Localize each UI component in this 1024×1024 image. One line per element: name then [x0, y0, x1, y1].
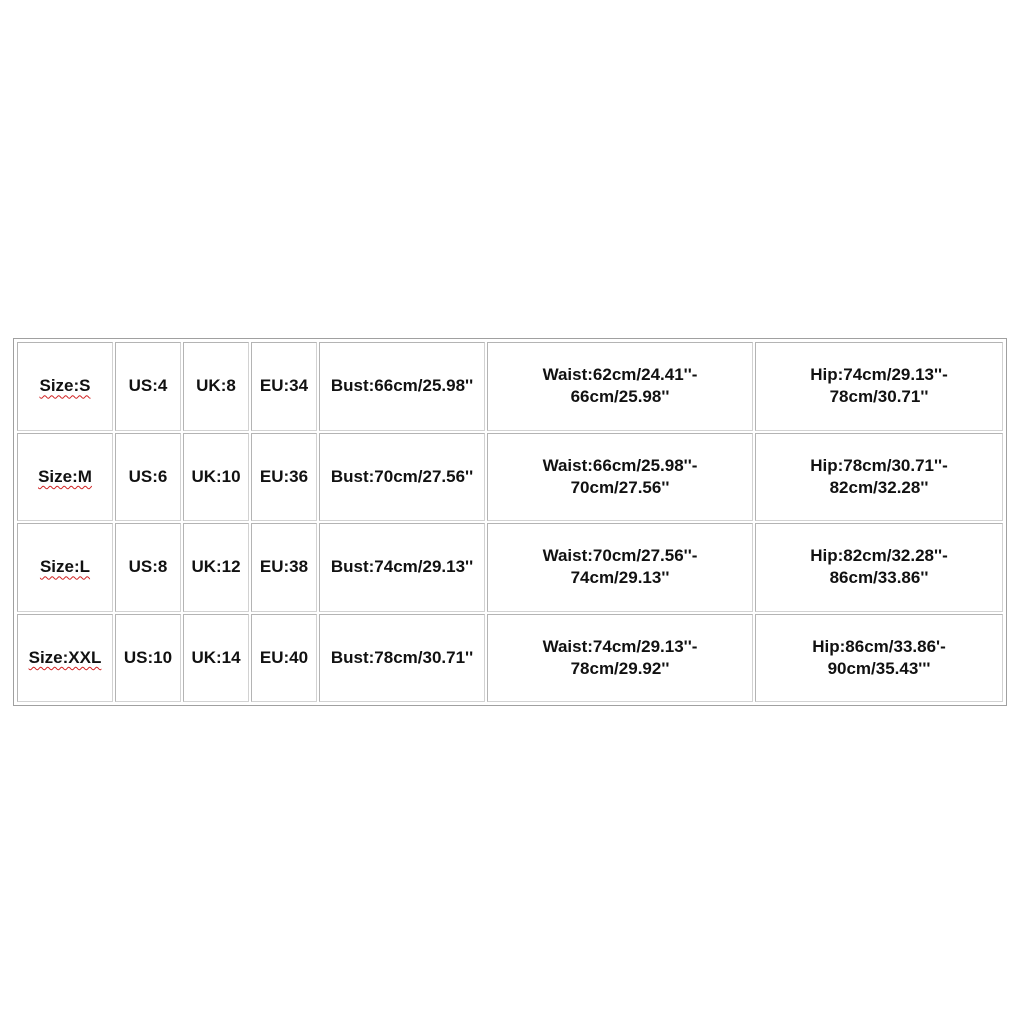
hip-range-start: Hip:78cm/30.71''-: [810, 455, 948, 475]
waist-range-start: Waist:62cm/24.41''-: [542, 365, 698, 385]
hip-range-end: 86cm/33.86'': [829, 568, 929, 588]
hip-cell: [755, 523, 1003, 612]
uk-size-cell: UK:8: [183, 342, 249, 431]
bust-cell: Bust:66cm/25.98'': [319, 342, 485, 431]
waist-cell: [487, 342, 753, 431]
bust-cell: Bust:74cm/29.13'': [319, 523, 485, 612]
bust-cell: Bust:70cm/27.56'': [319, 433, 485, 522]
eu-size-cell: EU:36: [251, 433, 317, 522]
size-cell: [17, 523, 113, 612]
size-chart-table: [15, 340, 1005, 704]
hip-range-end: 90cm/35.43''': [827, 658, 931, 678]
hip-cell: [755, 614, 1003, 703]
waist-range-end: 74cm/29.13'': [570, 568, 670, 588]
size-cell: [17, 342, 113, 431]
eu-size-cell: EU:40: [251, 614, 317, 703]
size-cell: [17, 614, 113, 703]
size-label: Size:XXL: [28, 647, 102, 667]
bust-cell: Bust:78cm/30.71'': [319, 614, 485, 703]
size-row-l: [17, 523, 1003, 612]
us-size-cell: US:10: [115, 614, 181, 703]
size-row-xxl: [17, 614, 1003, 703]
size-label: Size:M: [38, 466, 92, 486]
uk-size-cell: UK:10: [183, 433, 249, 522]
size-cell: [17, 433, 113, 522]
uk-size-cell: UK:12: [183, 523, 249, 612]
waist-range-end: 78cm/29.92'': [570, 658, 670, 678]
hip-range-start: Hip:82cm/32.28''-: [810, 546, 948, 566]
eu-size-cell: EU:38: [251, 523, 317, 612]
waist-range-start: Waist:66cm/25.98''-: [542, 455, 698, 475]
us-size-cell: US:6: [115, 433, 181, 522]
uk-size-cell: UK:14: [183, 614, 249, 703]
size-chart: [13, 338, 1007, 706]
hip-range-end: 78cm/30.71'': [829, 387, 929, 407]
waist-range-start: Waist:70cm/27.56''-: [542, 546, 698, 566]
waist-cell: [487, 523, 753, 612]
waist-cell: [487, 614, 753, 703]
eu-size-cell: EU:34: [251, 342, 317, 431]
size-label: Size:L: [39, 557, 91, 577]
size-row-m: [17, 433, 1003, 522]
waist-range-start: Waist:74cm/29.13''-: [542, 636, 698, 656]
size-label: Size:S: [39, 376, 91, 396]
hip-cell: [755, 342, 1003, 431]
waist-range-end: 66cm/25.98'': [570, 387, 670, 407]
hip-cell: [755, 433, 1003, 522]
hip-range-start: Hip:86cm/33.86'-: [812, 636, 946, 656]
waist-range-end: 70cm/27.56'': [570, 477, 670, 497]
size-row-s: [17, 342, 1003, 431]
waist-cell: [487, 433, 753, 522]
hip-range-end: 82cm/32.28'': [829, 477, 929, 497]
us-size-cell: US:4: [115, 342, 181, 431]
us-size-cell: US:8: [115, 523, 181, 612]
hip-range-start: Hip:74cm/29.13''-: [810, 365, 948, 385]
